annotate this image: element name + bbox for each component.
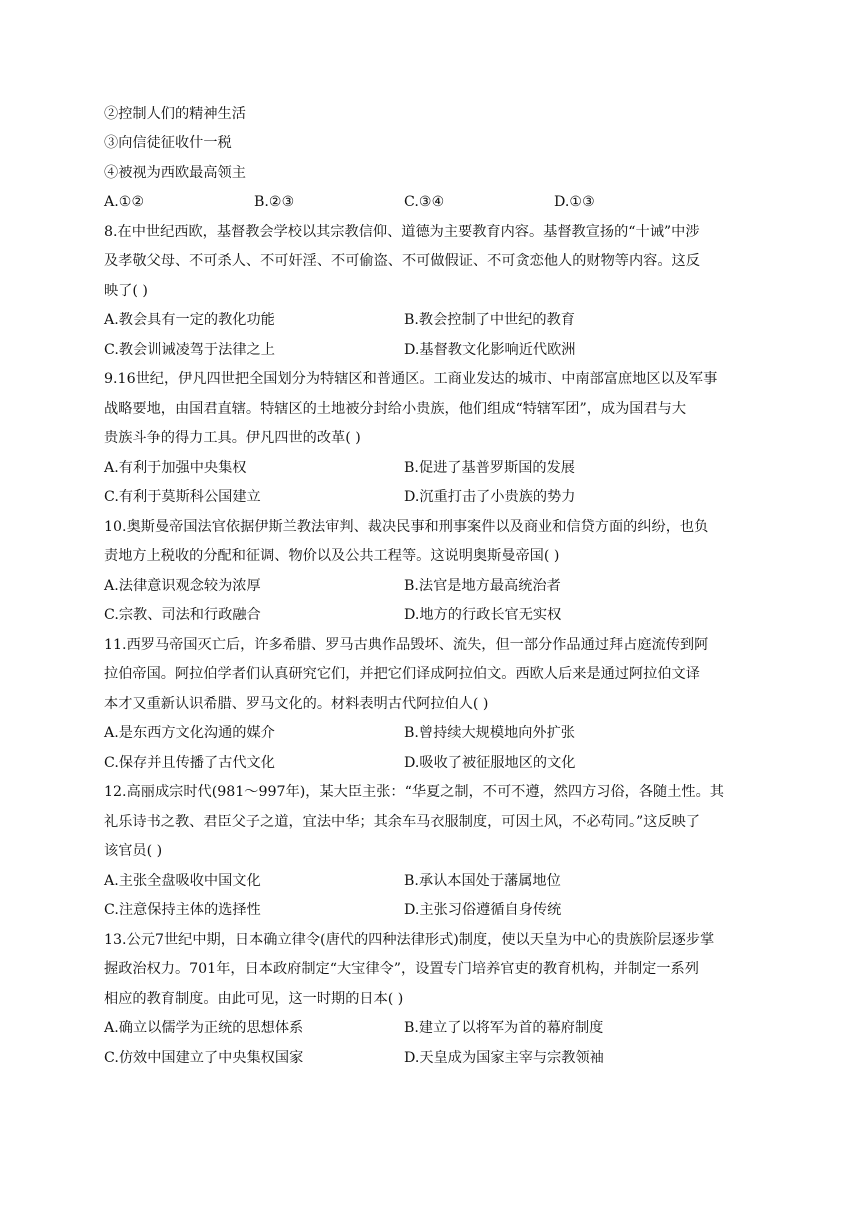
option-d: D.地方的行政长官无实权 xyxy=(404,607,562,623)
option-a: A.有利于加强中央集权 xyxy=(104,460,247,476)
q7-option-d: D.①③ xyxy=(554,194,595,210)
option-d: D.吸收了被征服地区的文化 xyxy=(404,755,576,771)
option-b: B.法官是地方最高统治者 xyxy=(404,578,561,594)
question-text: 握政治权力。701年，日本政府制定“大宝律令”，设置专门培养官吏的教育机构，并制定一系列 xyxy=(104,961,699,977)
question-text: 礼乐诗书之教、君臣父子之道，宜法中华；其余车马衣服制度，可因土风，不必苟同。”这反映了 xyxy=(104,814,701,830)
option-b: B.教会控制了中世纪的教育 xyxy=(404,312,575,328)
question-text: 本才又重新认识希腊、罗马文化的。材料表明古代阿拉伯人( ) xyxy=(104,696,489,712)
q7-option-a: A.①② xyxy=(104,194,145,210)
option-b: B.承认本国处于藩属地位 xyxy=(404,873,561,889)
option-c: C.教会训诫凌驾于法律之上 xyxy=(104,342,275,358)
question-text: 责地方上税收的分配和征调、物价以及公共工程等。这说明奥斯曼帝国( ) xyxy=(104,548,560,564)
option-c: C.有利于莫斯科公国建立 xyxy=(104,489,261,505)
option-d: D.沉重打击了小贵族的势力 xyxy=(404,489,576,505)
option-d: D.基督教文化影响近代欧洲 xyxy=(404,342,576,358)
question-text: 该官员( ) xyxy=(104,843,163,859)
option-a: A.主张全盘吸收中国文化 xyxy=(104,873,261,889)
question-text: 11.西罗马帝国灭亡后，许多希腊、罗马古典作品毁坏、流失，但一部分作品通过拜占庭流传到阿 xyxy=(104,637,709,653)
option-a: A.是东西方文化沟通的媒介 xyxy=(104,725,275,741)
q7-option-b: B.②③ xyxy=(254,194,295,210)
q7-item-3: ③向信徒征收什一税 xyxy=(104,135,232,151)
option-b: B.建立了以将军为首的幕府制度 xyxy=(404,1020,604,1036)
question-text: 12.高丽成宗时代(981～997年)，某大臣主张：“华夏之制，不可不遵，然四方习俗，各随土性。其 xyxy=(104,784,724,800)
q7-item-2: ②控制人们的精神生活 xyxy=(104,106,246,122)
question-text: 映了( ) xyxy=(104,283,148,299)
option-c: C.仿效中国建立了中央集权国家 xyxy=(104,1050,304,1066)
option-b: B.促进了基普罗斯国的发展 xyxy=(404,460,575,476)
option-b: B.曾持续大规模地向外扩张 xyxy=(404,725,575,741)
question-text: 9.16世纪，伊凡四世把全国划分为特辖区和普通区。工商业发达的城市、中南部富庶地区以及军事 xyxy=(104,371,718,387)
option-d: D.天皇成为国家主宰与宗教领袖 xyxy=(404,1050,604,1066)
option-a: A.教会具有一定的教化功能 xyxy=(104,312,275,328)
option-a: A.法律意识观念较为浓厚 xyxy=(104,578,261,594)
question-text: 及孝敬父母、不可杀人、不可奸淫、不可偷盗、不可做假证、不可贪恋他人的财物等内容。这反 xyxy=(104,253,700,269)
question-text: 贵族斗争的得力工具。伊凡四世的改革( ) xyxy=(104,430,361,446)
option-d: D.主张习俗遵循自身传统 xyxy=(404,902,562,918)
question-text: 10.奥斯曼帝国法官依据伊斯兰教法审判、裁决民事和刑事案件以及商业和信贷方面的纠纷，也负 xyxy=(104,519,709,535)
option-a: A.确立以儒学为正统的思想体系 xyxy=(104,1020,304,1036)
q7-option-c: C.③④ xyxy=(404,194,445,210)
question-text: 战略要地，由国君直辖。特辖区的土地被分封给小贵族，他们组成“特辖军团”，成为国君与大 xyxy=(104,401,687,417)
q7-item-4: ④被视为西欧最高领主 xyxy=(104,165,246,181)
question-text: 相应的教育制度。由此可见，这一时期的日本( ) xyxy=(104,991,404,1007)
question-text: 8.在中世纪西欧，基督教会学校以其宗教信仰、道德为主要教育内容。基督教宣扬的“十诫”中涉 xyxy=(104,224,700,240)
option-c: C.保存并且传播了古代文化 xyxy=(104,755,275,771)
question-text: 拉伯帝国。阿拉伯学者们认真研究它们，并把它们译成阿拉伯文。西欧人后来是通过阿拉伯文译 xyxy=(104,666,700,682)
option-c: C.注意保持主体的选择性 xyxy=(104,902,261,918)
question-text: 13.公元7世纪中期，日本确立律令(唐代的四种法律形式)制度，使以天皇为中心的贵族阶层逐步掌 xyxy=(104,932,715,948)
option-c: C.宗教、司法和行政融合 xyxy=(104,607,261,623)
